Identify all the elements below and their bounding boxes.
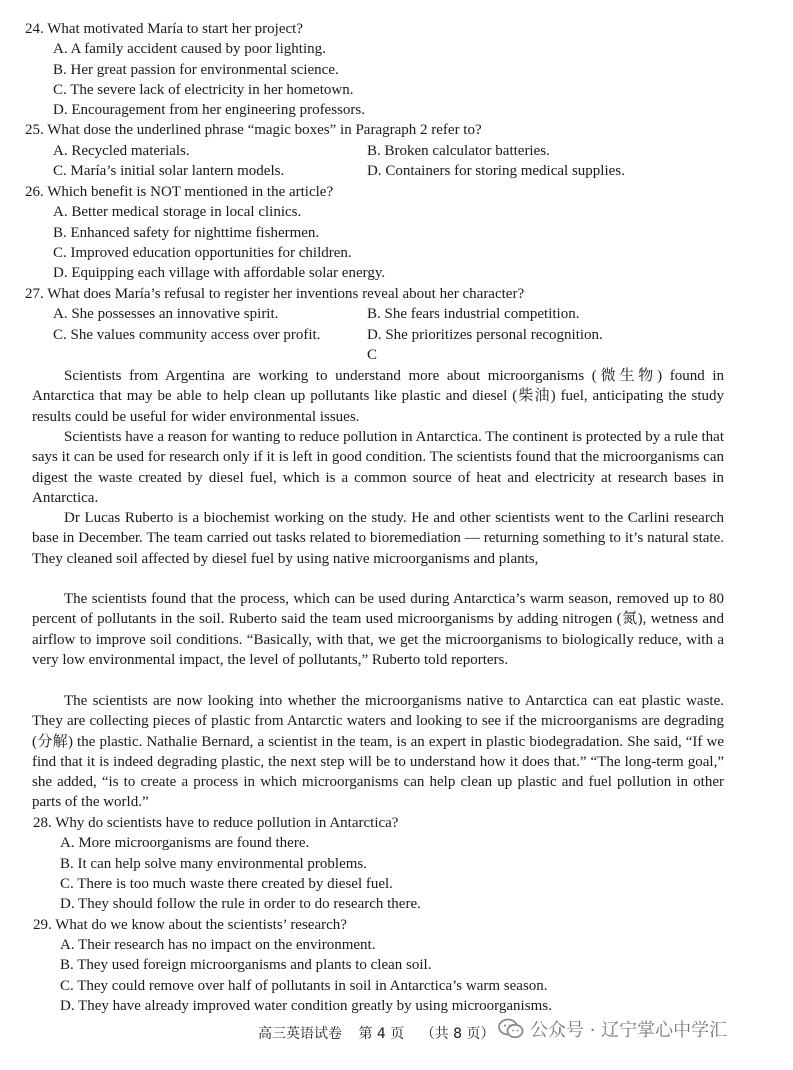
q29-option-c: C. They could remove over half of pollutants in soil in Antarctica’s warm season.: [60, 978, 548, 994]
q29-option-a: A. Their research has no impact on the environment.: [60, 937, 376, 953]
q25-option-a: A. Recycled materials.: [53, 143, 190, 159]
q28-option-a: A. More microorganisms are found there.: [60, 835, 310, 851]
q29-option-b: B. They used foreign microorganisms and plants to clean soil.: [60, 957, 432, 973]
passage-text-1: Scientists from Argentina are working to understand more about microorganisms (微生物) found in Antarctica that may be able to help clean up pollutants like plastic and diesel (柴油) fuel, anticipating the study results could be useful for wider environmental issues.: [32, 368, 724, 425]
passage-text-4: The scientists found that the process, which can be used during Antarctica’s warm season, removed up to 80 percent of pollutants in the soil. Ruberto said the team used microorganisms by adding nitrogen (氮), wetness and airflow to improve soil conditions. “Basically, with that, we get the microorganisms to biologically reduce, with a very low environmental impact, the level of pollutants,” Ruberto told reporters.: [32, 591, 724, 668]
passage-text-3: Dr Lucas Ruberto is a biochemist working on the study. He and other scientists went to the Carlini research base in December. The team carried out tasks related to bioremediation — returning something to it’s natural state. They cleaned soil affected by diesel fuel by using native microorganisms and plants,: [32, 510, 724, 567]
q25-stem: 25. What dose the underlined phrase “magic boxes” in Paragraph 2 refer to?: [25, 122, 482, 138]
q24-option-a: A. A family accident caused by poor lighting.: [53, 41, 326, 57]
q29-option-d: D. They have already improved water condition greatly by using microorganisms.: [60, 998, 552, 1014]
footer-page: 第 4 页: [358, 1026, 405, 1042]
q26-option-b: B. Enhanced safety for nighttime fishermen.: [53, 225, 320, 241]
q28-option-d: D. They should follow the rule in order to do research there.: [60, 896, 421, 912]
passage-paragraph-3: [32, 508, 724, 569]
q27-option-a: A. She possesses an innovative spirit.: [53, 306, 279, 322]
wechat-icon: [498, 1018, 524, 1040]
q28-option-b: B. It can help solve many environmental problems.: [60, 856, 368, 872]
q24-option-b: B. Her great passion for environmental science.: [53, 62, 339, 78]
watermark-text: 公众号 · 辽宁掌心中学汇: [530, 1020, 728, 1041]
q25-option-b: B. Broken calculator batteries.: [367, 143, 550, 159]
section-label: C: [367, 347, 378, 363]
q27-option-d: D. She prioritizes personal recognition.: [367, 327, 603, 343]
q27-stem: 27. What does María’s refusal to register her inventions reveal about her character?: [25, 286, 525, 302]
q26-option-d: D. Equipping each village with affordable solar energy.: [53, 265, 386, 281]
passage-paragraph-1: [32, 366, 724, 427]
footer-total: （共 8 页）: [420, 1026, 495, 1042]
passage-paragraph-2: [32, 427, 724, 508]
q27-option-b: B. She fears industrial competition.: [367, 306, 580, 322]
passage-paragraph-4: [32, 589, 724, 670]
q28-option-c: C. There is too much waste there created by diesel fuel.: [60, 876, 393, 892]
footer-title: 高三英语试卷: [258, 1026, 342, 1042]
q29-stem: 29. What do we know about the scientists’ research?: [33, 917, 347, 933]
page-footer: [258, 1023, 507, 1043]
q28-stem: 28. Why do scientists have to reduce pollution in Antarctica?: [33, 815, 399, 831]
q26-option-c: C. Improved education opportunities for children.: [53, 245, 352, 261]
q27-option-c: C. She values community access over profit.: [53, 327, 321, 343]
q26-stem: 26. Which benefit is NOT mentioned in the article?: [25, 184, 334, 200]
q24-option-c: C. The severe lack of electricity in her hometown.: [53, 82, 354, 98]
q24-option-d: D. Encouragement from her engineering professors.: [53, 102, 365, 118]
q26-option-a: A. Better medical storage in local clinics.: [53, 204, 302, 220]
passage-text-2: Scientists have a reason for wanting to reduce pollution in Antarctica. The continent is protected by a rule that says it can be used for research only if it is left in good condition. The scientists found that the microorganisms can digest the waste created by diesel fuel, which is a common source of heat and electricity at research bases in Antarctica.: [32, 429, 724, 506]
passage-paragraph-5: [32, 691, 724, 813]
q25-option-c: C. María’s initial solar lantern models.: [53, 163, 285, 179]
q24-stem: 24. What motivated María to start her project?: [25, 21, 303, 37]
q25-option-d: D. Containers for storing medical supplies.: [367, 163, 625, 179]
passage-text-5: The scientists are now looking into whether the microorganisms native to Antarctica can eat plastic waste. They are collecting pieces of plastic from Antarctic waters and looking to see if the microorganisms are degrading (分解) the plastic. Nathalie Bernard, a scientist in the team, is an expert in plastic biodegradation. She said, “If we find that it is indeed degrading plastic, the next step will be to understand how it does that.” “The long-term goal,” she added, “is to create a process in which microorganisms can help clean up plastic and fuel pollution in other parts of the world.”: [32, 693, 724, 811]
watermark: [498, 1016, 727, 1042]
